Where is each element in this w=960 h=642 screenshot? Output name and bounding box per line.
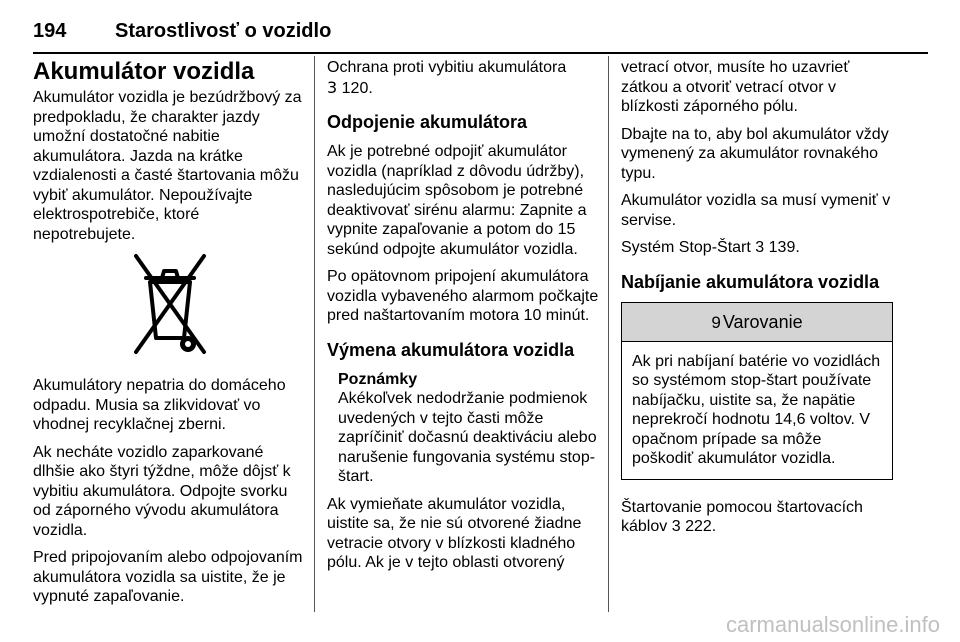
warning-text: Ak pri nabíjaní batérie vo vozidlách so systémom stop-štart používate nabíjačku, uistite sa, že napätie neprekročí hodnotu 14,6 voltov. V opačnom prípade sa môže poškodiť akumulátor vozidla. [632,352,881,467]
page-reference-link[interactable] [755,239,800,256]
reference-page: 139. [768,239,800,256]
paragraph: Akumulátor vozidla je bezúdržbový za predpokladu, že charakter jazdy umožní dostatočné nabitie akumulátora. Jazda na krátke vzdialenosti a časté štartovania môžu vybiť akumulátor. Nepoužívajte elektrospotrebiče, ktoré nepotrebujete. [33,89,302,243]
paragraph: Akumulátory nepatria do domáceho odpadu. Musia sa zlikvidovať vo vhodnej recyklačnej zberni. [33,377,286,433]
subsection-title: Výmena akumulátora vozidla [327,339,575,360]
paragraph: Ak je potrebné odpojiť akumulátor vozidla (napríklad z dôvodu údržby), nasledujúcim spôsobom je potrebné deaktivovať sirénu alarmu: Zapnite a vypnite zapaľovanie a potom do 15 sekúnd odpojte akumulátor vozidla. [327,143,587,258]
paragraph: Akumulátor vozidla sa musí vymeniť v servise. [621,192,891,229]
reference-arrow-icon: 3 [671,518,681,535]
paragraph: Ak vymieňate akumulátor vozidla, uistite sa, že nie sú otvorené žiadne vetracie otvory v blízkosti kladného pólu. Ak je v tejto oblasti otvorený [327,495,582,571]
paragraph-text: Ochrana proti vybitiu akumulátora [327,59,567,76]
note-text: Akékoľvek nedodržanie podmienok uvedených v tejto časti môže zapríčiniť dočasnú deaktiváciu alebo narušenie fungovania systému stop-štart. [338,390,597,485]
paragraph: Po opätovnom pripojení akumulátora vozidla vybaveného alarmom počkajte pred naštartovaním motora 10 minút. [327,268,599,324]
paragraph: vetrací otvor, musíte ho uzavrieť zátkou a otvoriť vetrací otvor v blízkosti záporného pólu. [621,59,850,115]
watermark: carmanualsonline.info [725,612,940,637]
reference-arrow-icon: 3 [327,77,338,97]
page-header [33,6,928,52]
column-3 [621,58,893,545]
column-1 [33,58,305,615]
paragraph: Dbajte na to, aby bol akumulátor vždy vymenený za akumulátor rovnakého typu. [621,125,889,182]
subsection-title: Odpojenie akumulátora [327,112,528,132]
paragraph-text: Štartovanie pomocou štartovacích káblov [621,498,863,535]
reference-arrow-icon: 3 [755,239,765,256]
reference-page: 120. [341,79,373,97]
crossed-out-bin-icon [124,252,214,362]
section-title: Akumulátor vozidla [33,58,255,85]
page-reference-link[interactable] [327,77,373,97]
subsection-title: Nabíjanie akumulátora vozidla [621,271,880,292]
page-reference-link[interactable] [672,518,717,535]
header-divider [33,52,928,54]
column-divider [608,56,609,612]
paragraph: Ak necháte vozidlo zaparkované dlhšie ako štyri týždne, môže dôjsť k vybitiu akumulátora. Odpojte svorku od záporného vývodu akumulátora vozidla. [33,443,291,539]
warning-icon: 9 [711,312,721,332]
reference-page: 222. [685,518,717,535]
column-2 [327,58,599,581]
note-box [338,370,599,487]
warning-title: Varovanie [722,311,803,332]
warning-box [621,302,893,480]
warning-header [622,303,892,342]
paragraph [621,498,893,537]
paragraph: Pred pripojovaním alebo odpojovaním akumulátora vozidla sa uistite, že je vypnuté zapaľovanie. [33,549,303,605]
paragraph-text: Systém Stop-Štart [621,239,751,256]
column-divider [314,56,315,612]
paragraph [327,58,599,98]
paragraph [621,238,893,258]
chapter-title: Starostlivosť o vozidlo [115,20,332,42]
page-number: 194 [33,20,67,42]
note-title: Poznámky [338,370,418,388]
